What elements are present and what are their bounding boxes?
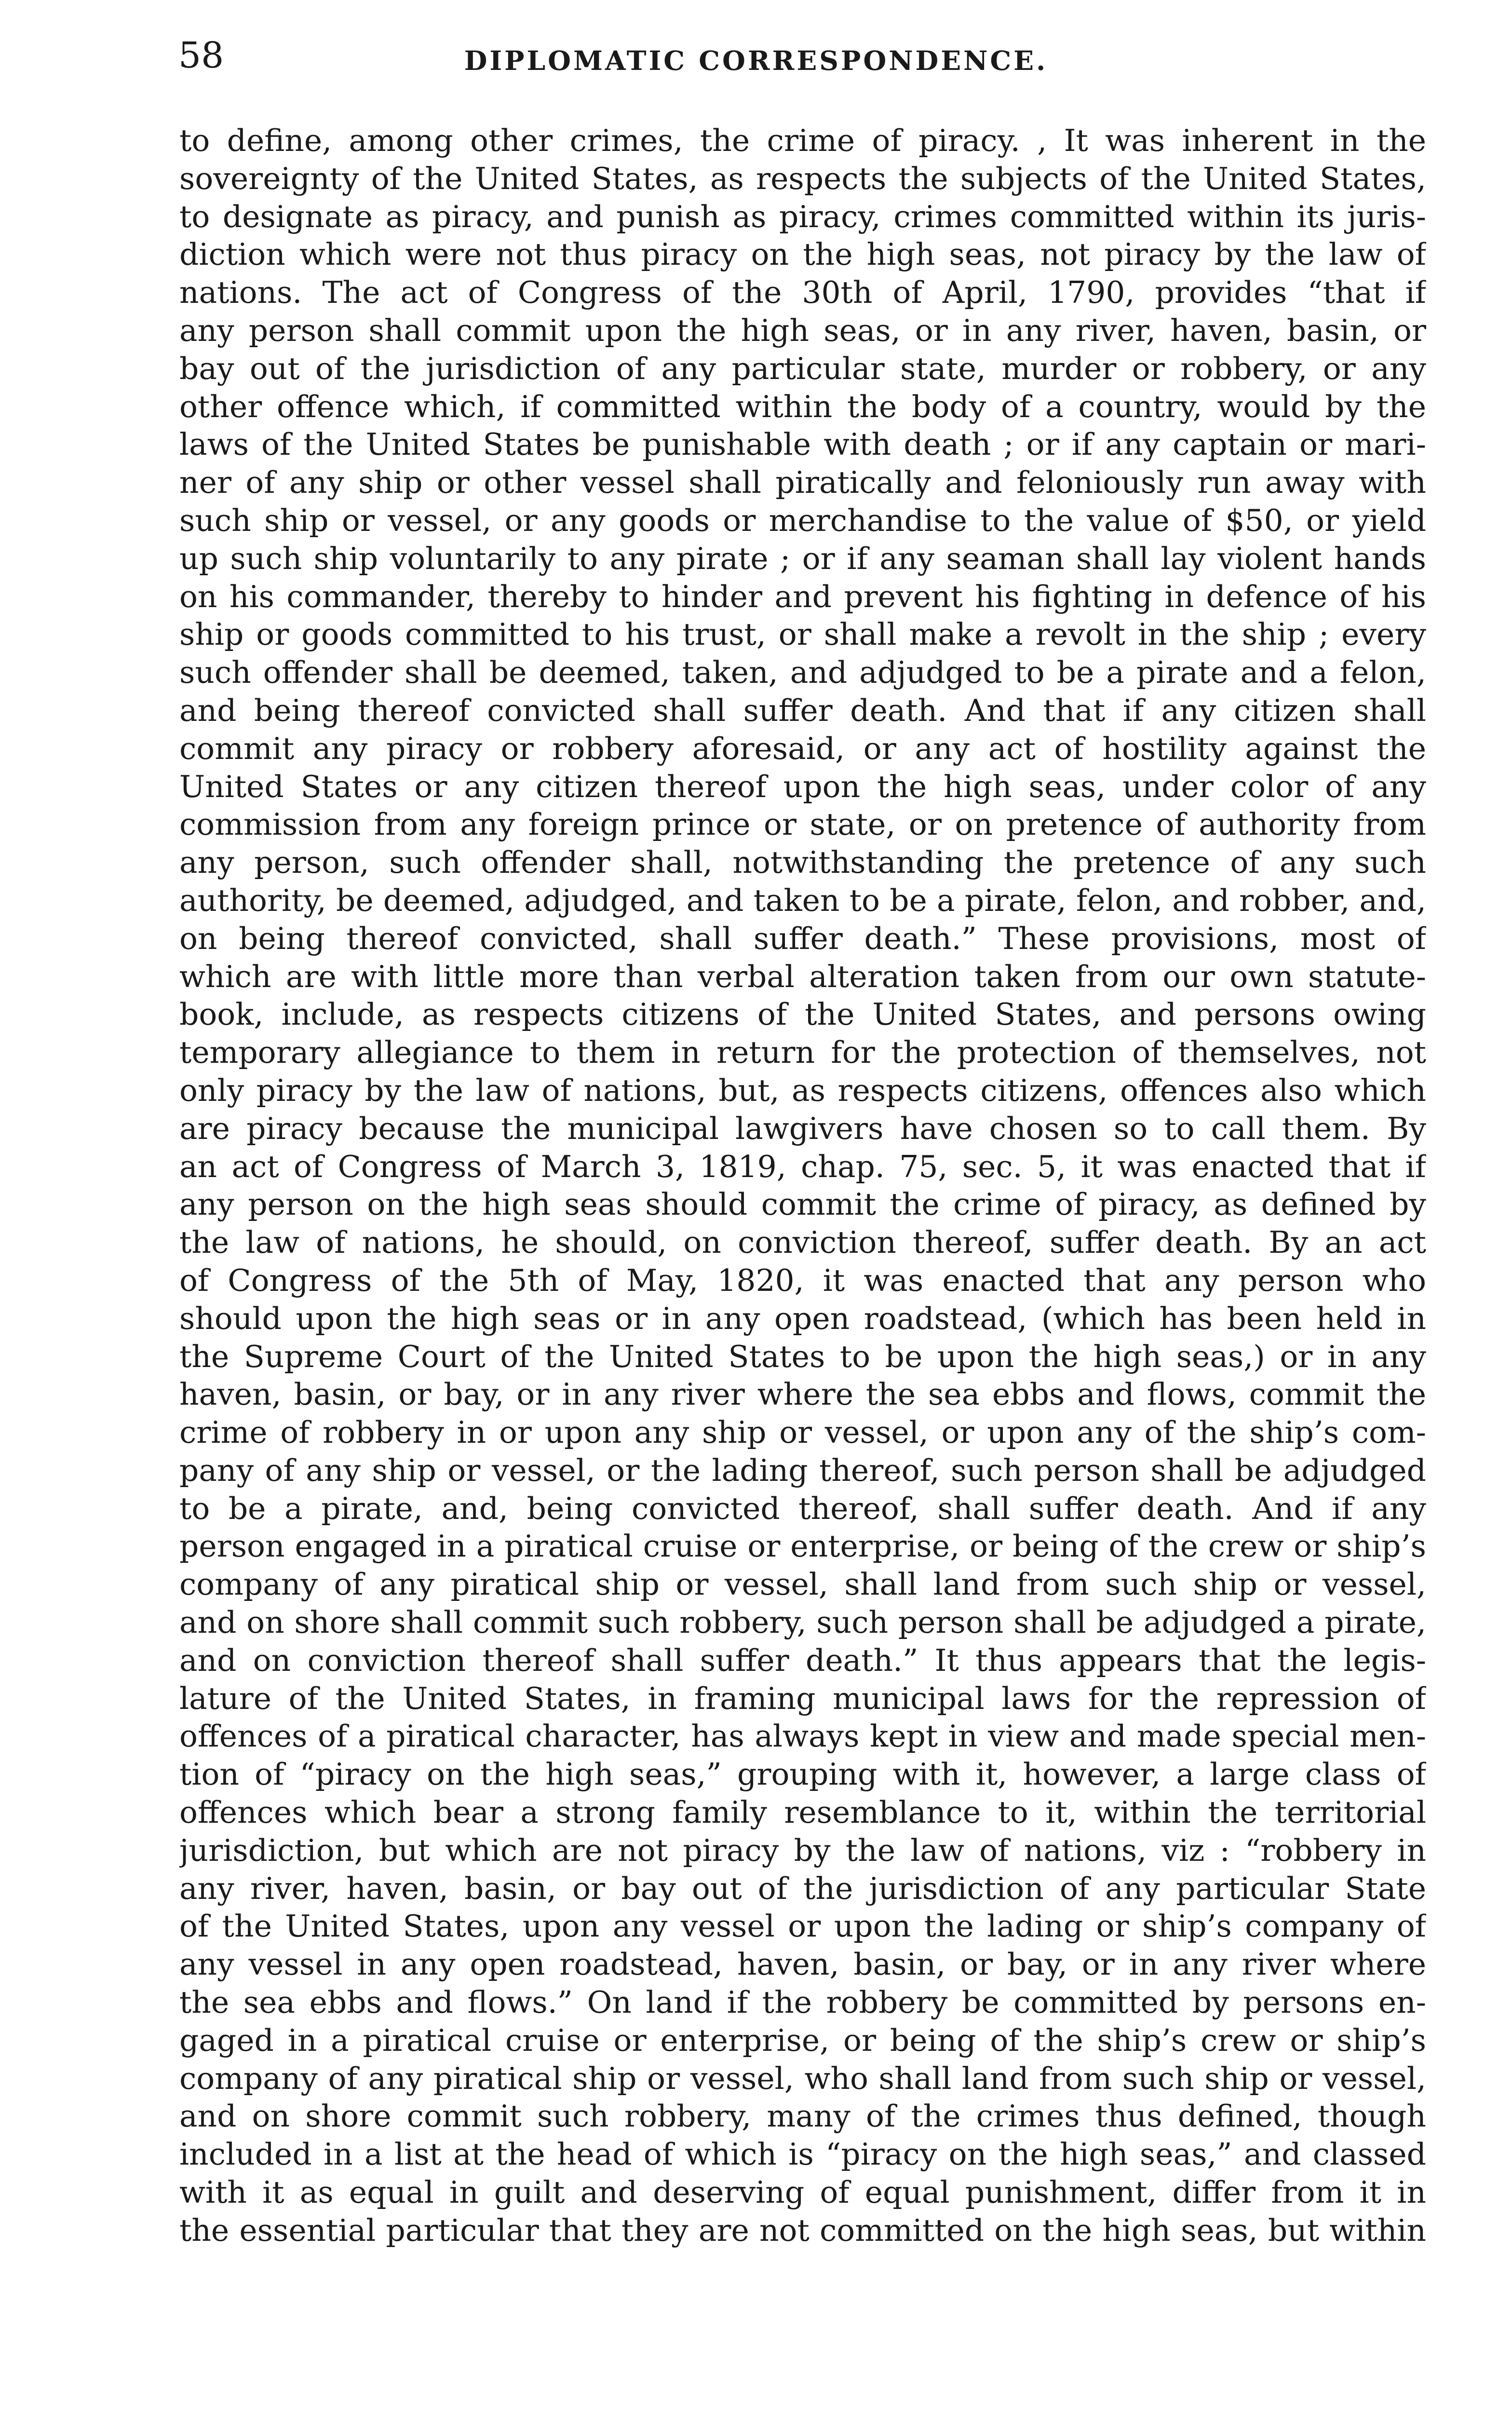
text-line: on his commander, thereby to hinder and prevent his fighting in defence of his	[179, 579, 1426, 614]
text-line: laws of the United States be punishable with death ; or if any captain or mari-	[179, 427, 1426, 462]
text-line: commission from any foreign prince or state, or on pretence of authority from	[179, 807, 1426, 842]
text-line: other offence which, if committed within the body of a country, would by the	[179, 389, 1426, 424]
text-line: and on conviction thereof shall suffer death.” It thus appears that the legis-	[179, 1642, 1426, 1678]
text-line: are piracy because the municipal lawgivers have chosen so to call them. By	[179, 1111, 1426, 1146]
text-line: nations. The act of Congress of the 30th of April, 1790, provides “that if	[179, 275, 1426, 311]
text-line: haven, basin, or bay, or in any river where the sea ebbs and flows, commit the	[179, 1377, 1426, 1412]
text-line: of the United States, upon any vessel or upon the lading or ship’s company of	[179, 1909, 1426, 1944]
text-line: should upon the high seas or in any open roadstead, (which has been held in	[179, 1300, 1426, 1336]
text-line: the law of nations, he should, on conviction thereof, suffer death. By an act	[179, 1225, 1426, 1260]
text-line: authority, be deemed, adjudged, and taken to be a pirate, felon, and robber, and,	[179, 882, 1426, 918]
page-number: 58	[178, 35, 224, 76]
text-line: ship or goods committed to his trust, or shall make a revolt in the ship ; every	[179, 617, 1426, 652]
text-line: any person, such offender shall, notwithstanding the pretence of any such	[179, 845, 1426, 880]
text-line: company of any piratical ship or vessel, shall land from such ship or vessel,	[179, 1567, 1426, 1602]
text-line: crime of robbery in or upon any ship or vessel, or upon any of the ship’s com-	[179, 1415, 1426, 1450]
text-line: sovereignty of the United States, as respects the subjects of the United States,	[179, 161, 1426, 196]
text-line: to define, among other crimes, the crime of piracy. , It was inherent in the	[179, 123, 1426, 158]
text-line: the essential particular that they are not committed on the high seas, but within	[179, 2212, 1426, 2248]
text-line: the Supreme Court of the United States to be upon the high seas,) or in any	[179, 1339, 1426, 1374]
text-line: and on shore commit such robbery, many of the crimes thus defined, though	[179, 2099, 1426, 2134]
text-line: and being thereof convicted shall suffer death. And that if any citizen shall	[179, 692, 1426, 728]
text-line: offences which bear a strong family resemblance to it, within the territorial	[179, 1795, 1426, 1830]
text-line: which are with little more than verbal alteration taken from our own statute-	[179, 959, 1426, 994]
text-line: gaged in a piratical cruise or enterprise, or being of the ship’s crew or ship’s	[179, 2022, 1426, 2058]
text-line: ner of any ship or other vessel shall piratically and feloniously run away with	[179, 465, 1426, 501]
text-line: such ship or vessel, or any goods or merchandise to the value of $50, or yield	[179, 502, 1426, 538]
text-line: only piracy by the law of nations, but, as respects citizens, offences also which	[179, 1072, 1426, 1108]
text-line: bay out of the jurisdiction of any particular state, murder or robbery, or any	[179, 351, 1426, 386]
text-line: jurisdiction, but which are not piracy by the law of nations, viz : “robbery in	[179, 1832, 1426, 1868]
text-line: United States or any citizen thereof upon the high seas, under color of any	[179, 769, 1426, 804]
text-line: of Congress of the 5th of May, 1820, it was enacted that any person who	[179, 1262, 1426, 1298]
running-title: DIPLOMATIC CORRESPONDENCE.	[464, 45, 1048, 76]
text-line: pany of any ship or vessel, or the lading thereof, such person shall be adjudged	[179, 1452, 1426, 1488]
text-line: commit any piracy or robbery aforesaid, or any act of hostility against the	[179, 731, 1426, 766]
text-line: temporary allegiance to them in return for the protection of themselves, not	[179, 1035, 1426, 1070]
text-line: lature of the United States, in framing municipal laws for the repression of	[179, 1680, 1426, 1716]
text-line: to designate as piracy, and punish as piracy, crimes committed within its juris-	[179, 199, 1426, 234]
text-line: with it as equal in guilt and deserving of equal punishment, differ from it in	[179, 2175, 1426, 2210]
text-line: book, include, as respects citizens of the United States, and persons owing	[179, 997, 1426, 1032]
text-line: company of any piratical ship or vessel, who shall land from such ship or vessel,	[179, 2060, 1426, 2096]
text-line: any person shall commit upon the high seas, or in any river, haven, basin, or	[179, 312, 1426, 348]
text-line: any person on the high seas should commit the crime of piracy, as defined by	[179, 1187, 1426, 1222]
body-text	[179, 122, 1426, 2250]
text-line: person engaged in a piratical cruise or enterprise, or being of the crew or ship’s	[179, 1529, 1426, 1564]
text-line: on being thereof convicted, shall suffer death.” These provisions, most of	[179, 921, 1426, 956]
text-line: and on shore shall commit such robbery, such person shall be adjudged a pirate,	[179, 1605, 1426, 1640]
text-line: such offender shall be deemed, taken, and adjudged to be a pirate and a felon,	[179, 655, 1426, 691]
text-line: offences of a piratical character, has always kept in view and made special men-	[179, 1719, 1426, 1754]
text-line: up such ship voluntarily to any pirate ; or if any seaman shall lay violent hands	[179, 541, 1426, 576]
text-line: tion of “piracy on the high seas,” grouping with it, however, a large class of	[179, 1757, 1426, 1792]
text-line: the sea ebbs and flows.” On land if the robbery be committed by persons en-	[179, 1985, 1426, 2020]
text-line: any river, haven, basin, or bay out of the jurisdiction of any particular State	[179, 1870, 1426, 1906]
text-line: included in a list at the head of which is “piracy on the high seas,” and classed	[179, 2137, 1426, 2172]
text-line: an act of Congress of March 3, 1819, chap. 75, sec. 5, it was enacted that if	[179, 1149, 1426, 1184]
text-line: diction which were not thus piracy on the high seas, not piracy by the law of	[179, 237, 1426, 272]
text-line: any vessel in any open roadstead, haven, basin, or bay, or in any river where	[179, 1947, 1426, 1982]
text-line: to be a pirate, and, being convicted thereof, shall suffer death. And if any	[179, 1490, 1426, 1526]
